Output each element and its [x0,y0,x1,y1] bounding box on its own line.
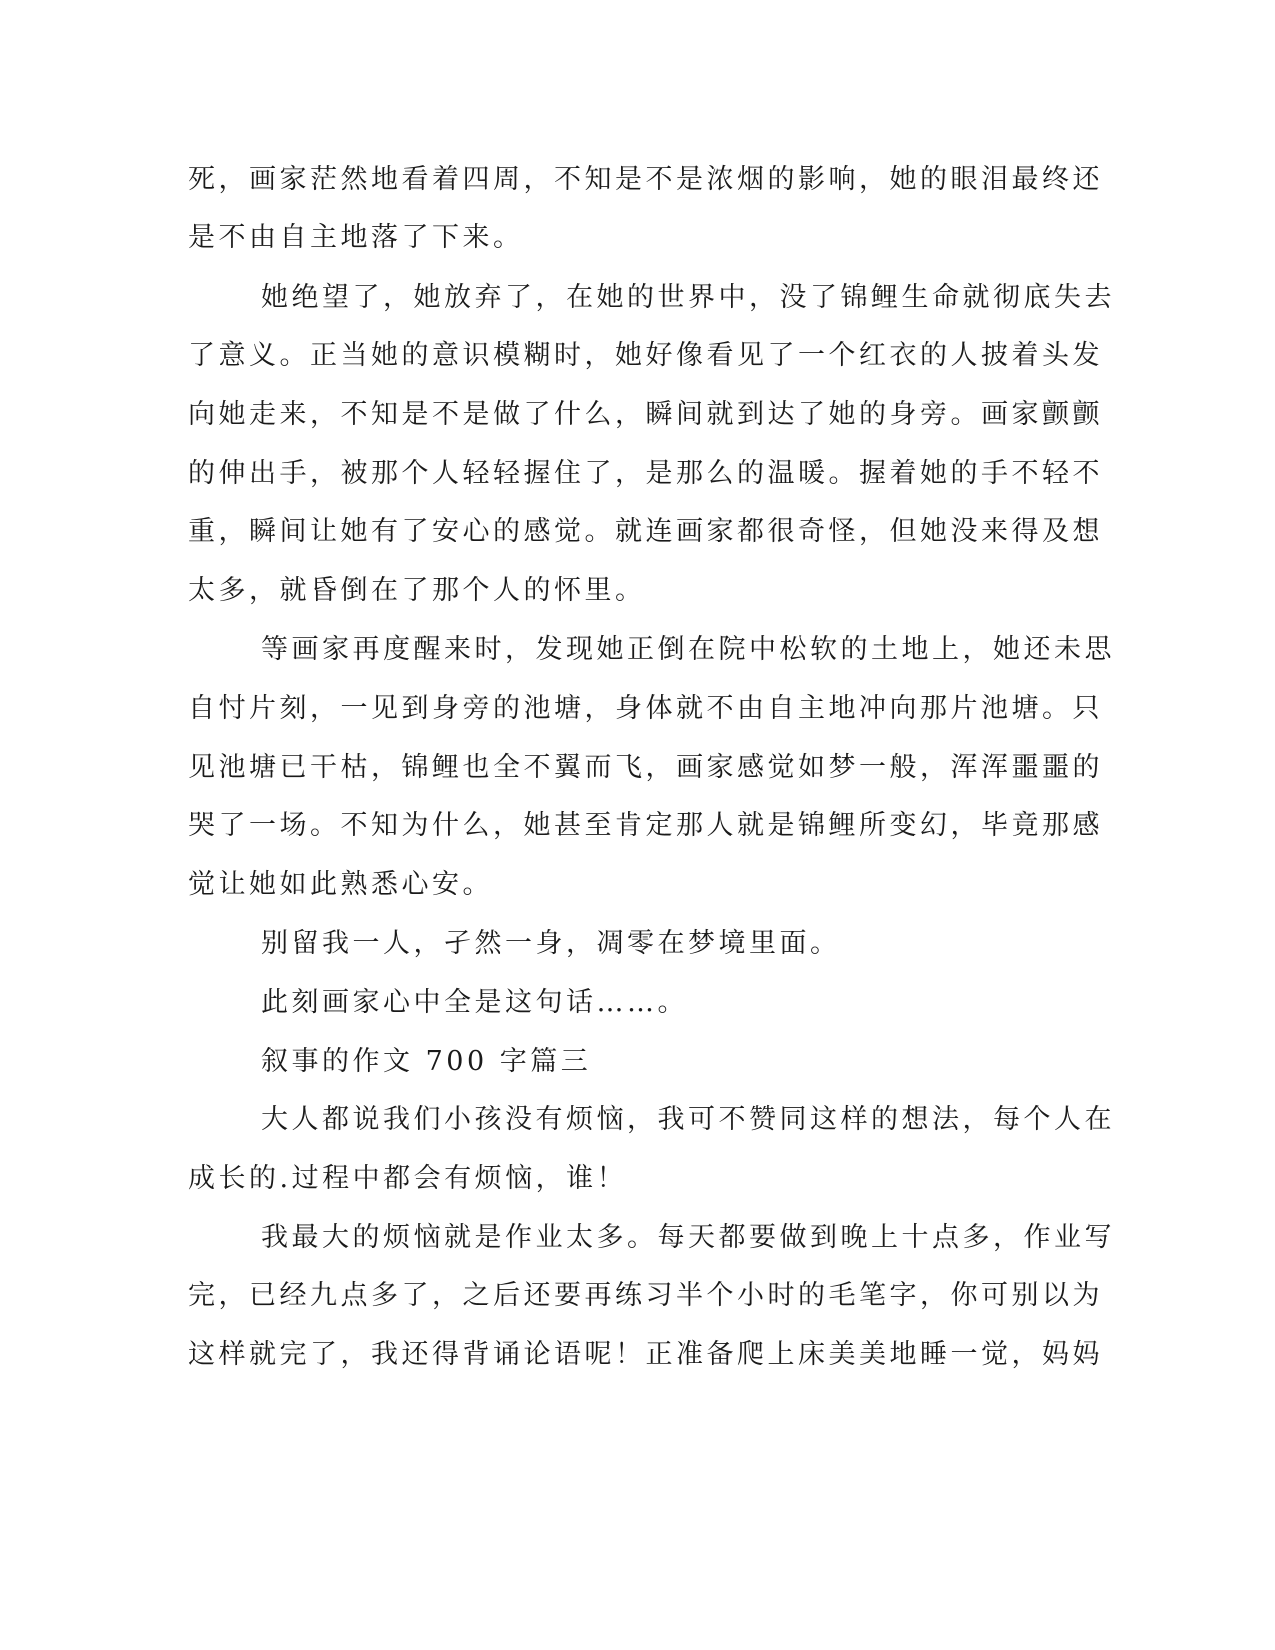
text-line: 死，画家茫然地看着四周，不知是不是浓烟的影响，她的眼泪最终还 [188,164,1103,195]
text-line: 重，瞬间让她有了安心的感觉。就连画家都很奇怪，但她没来得及想 [188,516,1103,547]
text-line: 成长的.过程中都会有烦恼，谁！ [188,1163,628,1194]
text-line: 哭了一场。不知为什么，她甚至肯定那人就是锦鲤所变幻，毕竟那感 [188,810,1103,841]
text-line: 见池塘已干枯，锦鲤也全不翼而飞，画家感觉如梦一般，浑浑噩噩的 [188,752,1103,783]
text-line: 了意义。正当她的意识模糊时，她好像看见了一个红衣的人披着头发 [188,340,1103,371]
paragraph-start-line: 此刻画家心中全是这句话……。 [261,987,688,1018]
section-heading: 叙事的作文 700 字篇三 [261,1046,592,1077]
paragraph-start-line: 等画家再度醒来时，发现她正倒在院中松软的土地上，她还未思 [261,634,1115,665]
text-line: 觉让她如此熟悉心安。 [188,869,493,900]
text-line: 太多，就昏倒在了那个人的怀里。 [188,575,646,606]
text-line: 完，已经九点多了，之后还要再练习半个小时的毛笔字，你可别以为 [188,1280,1103,1311]
paragraph-start-line: 大人都说我们小孩没有烦恼，我可不赞同这样的想法，每个人在 [261,1104,1115,1135]
text-line: 这样就完了，我还得背诵论语呢！正准备爬上床美美地睡一觉，妈妈 [188,1339,1103,1370]
text-line: 的伸出手，被那个人轻轻握住了，是那么的温暖。握着她的手不轻不 [188,458,1103,489]
paragraph-start-line: 她绝望了，她放弃了，在她的世界中，没了锦鲤生命就彻底失去 [261,282,1115,313]
text-line: 自忖片刻，一见到身旁的池塘，身体就不由自主地冲向那片池塘。只 [188,693,1103,724]
paragraph-start-line: 我最大的烦恼就是作业太多。每天都要做到晚上十点多，作业写 [261,1222,1115,1253]
text-line: 是不由自主地落了下来。 [188,222,524,253]
text-line: 向她走来，不知是不是做了什么，瞬间就到达了她的身旁。画家颤颤 [188,399,1103,430]
paragraph-start-line: 别留我一人，孑然一身，凋零在梦境里面。 [261,928,841,959]
